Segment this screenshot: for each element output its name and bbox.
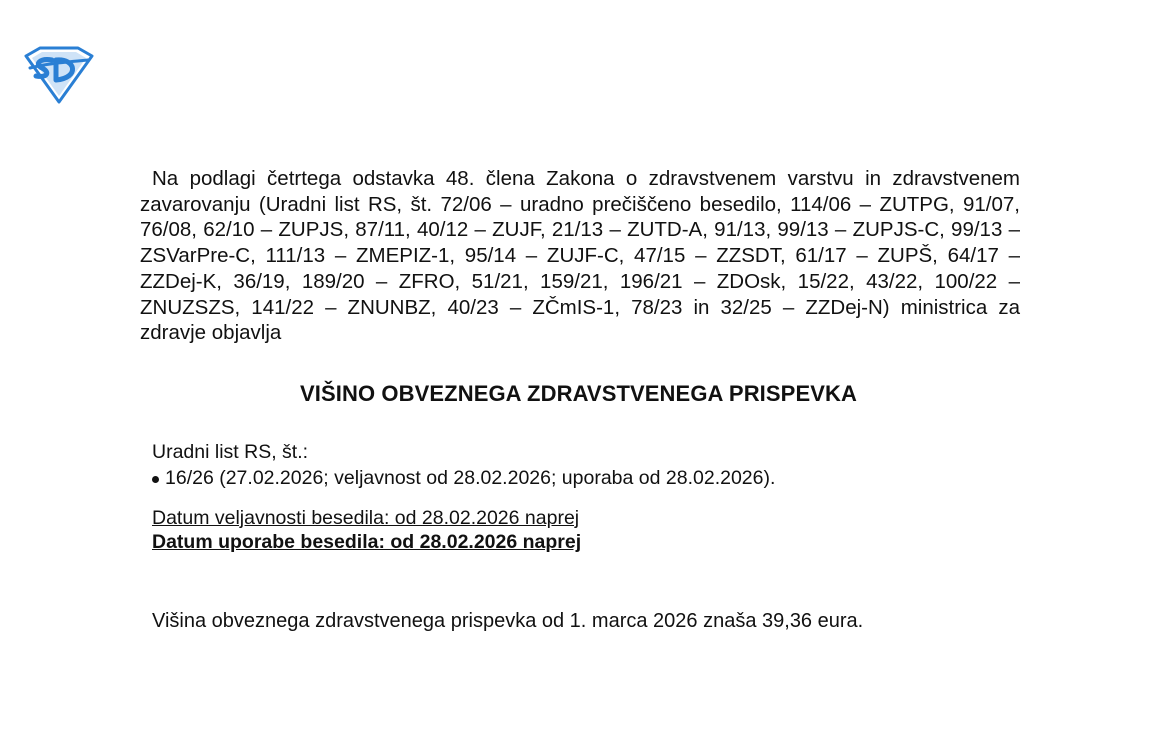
- gazette-label: Uradni list RS, št.:: [152, 441, 309, 463]
- gazette-entry-text: 16/26 (27.02.2026; veljavnost od 28.02.2026; uporaba od 28.02.2026).: [165, 467, 776, 489]
- document-logo: [22, 46, 96, 104]
- contribution-amount-text: Višina obveznega zdravstvenega prispevka od 1. marca 2026 znaša 39,36 eura.: [152, 610, 864, 632]
- application-date: Datum uporabe besedila: od 28.02.2026 naprej: [152, 531, 582, 553]
- gazette-reference: [152, 439, 775, 491]
- legal-basis-paragraph: Na podlagi četrtega odstavka 48. člena Zakona o zdravstvenem varstvu in zdravstvenem zavarovanju (Uradni list RS, št. 72/06 – uradno prečiščeno besedilo, 114/06 – ZUTPG, 91/07, 76/08, 62/10 – ZUPJS, 87/11, 40/12 – ZUJF, 21/13 – ZUTD-A, 91/13, 99/13 – ZUPJS-C, 99/13 – ZSVarPre-C, 111/13 – ZMEPIZ-1, 95/14 – ZUJF-C, 47/15 – ZZSDT, 61/17 – ZUPŠ, 64/17 – ZZDej-K, 36/19, 189/20 – ZFRO, 51/21, 159/21, 196/21 – ZDOsk, 15/22, 43/22, 100/22 – ZNUZSZS, 141/22 – ZNUNBZ, 40/23 – ZČmIS-1, 78/23 in 32/25 – ZZDej-N) ministrica za zdravje objavlja: [140, 167, 1020, 345]
- validity-date: Datum veljavnosti besedila: od 28.02.2026 naprej: [152, 507, 580, 529]
- gazette-entry: [152, 465, 775, 491]
- document-title: VIŠINO OBVEZNEGA ZDRAVSTVENEGA PRISPEVKA: [300, 381, 857, 406]
- text-dates: [152, 506, 581, 554]
- bullet-icon: [152, 476, 159, 483]
